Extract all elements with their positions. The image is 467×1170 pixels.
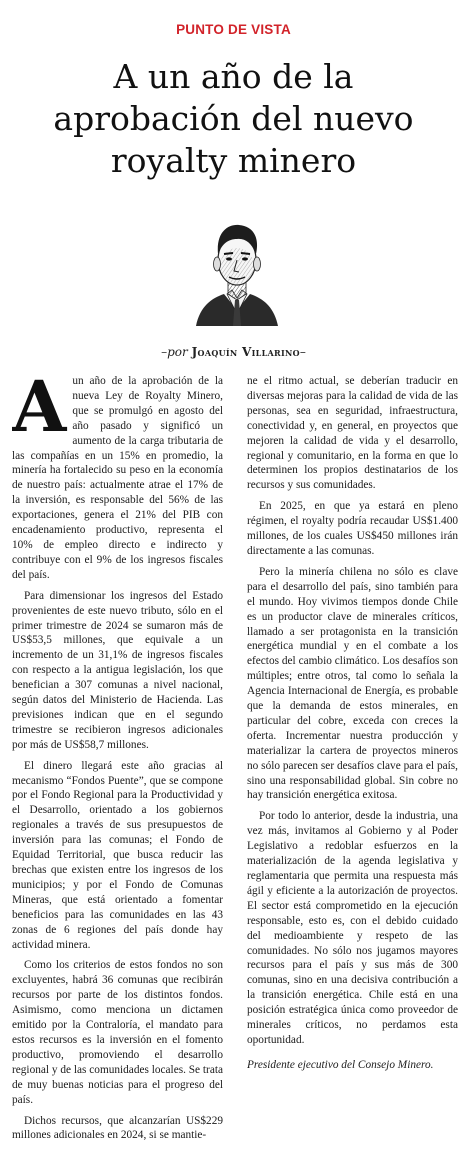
byline: [0, 345, 467, 359]
article-paragraph: Aun año de la aprobación de la nueva Ley de Royalty Minero, que se promulgó en agosto del año pasado y significó un aumento de la carga tributaria de las compañías en un 15% en promedio, la minería ha fortalecido su peso en la economía de nuestro país: actualmente atrae el 17% de la inversión, es responsable del 56% de las exportaciones, genera el 21% del PIB con encadenamiento productivo, representa el 10% de empleo directo e indirecto y contribuye con el 9% de los ingresos fiscales del país.: [12, 374, 223, 581]
article-paragraph: ne el ritmo actual, se deberían traducir en diversas mejoras para la calidad de vida de las personas, sea en seguridad, infraestructura, conectividad y, en general, en proyectos que mejoren la calidad de vida y el desarrollo, regional y comunitario, en la forma en que lo determinen los propios destinatarios de los recursos y sus comunidades.: [247, 375, 458, 492]
author-signature-line: Presidente ejecutivo del Consejo Minero.: [247, 1058, 434, 1071]
byline-suffix: –: [299, 345, 306, 359]
headline-line-1: A un año de la: [113, 57, 354, 96]
section-kicker: PUNTO DE VISTA: [176, 22, 291, 37]
byline-prefix: –por: [161, 345, 188, 359]
author-name: Joaquín Villarino: [191, 345, 300, 359]
article-column-right: [247, 374, 458, 1170]
drop-cap: A: [12, 374, 67, 448]
article-paragraph: Por todo lo anterior, desde la industria, una vez más, invitamos al Gobierno y al Poder Legislativo a redoblar esfuerzos en la materialización de la agenda legislativa y reglamentaria que permita una respuesta más ágil y eficiente a la autorización de proyectos. El sector está comprometido en la ejecución responsable, esto es, con el debido cuidado del medioambiente y respeto de las comunidades. No sólo nos jugamos mayores recursos para el país y sus más de 300 comunas, sino en una decisiva contribución a la transición energética. Chile está en una posición estratégica única como proveedor de minerales críticos, no perdamos esta oportunidad.: [247, 810, 458, 1046]
article-paragraph: El dinero llegará este año gracias al mecanismo “Fondos Puente”, que se compone por el Fondo Regional para la Productividad y el Desarrollo, orientado a los gobiernos regionales a través de sus presupuestos de inversión para las comunas; el Fondo de Equidad Territorial, que busca reducir las brechas que existen entre los ingresos de los municipios; y por el Fondo de Comunas Mineras, que está orientado a fomentar beneficios para las comunidades en las 43 zonas de 6 regiones del país donde hay actividad minera.: [12, 759, 223, 951]
headline-line-3: royalty minero: [110, 141, 357, 180]
article-column-left: [12, 374, 223, 1170]
article-paragraph: Dichos recursos, que alcanzarían US$229 millones adicionales en 2024, si se mantie-: [12, 1114, 223, 1142]
article-paragraph: Para dimensionar los ingresos del Estado provenientes de este nuevo tributo, sólo en el primer trimestre de 2024 se sumaron más de US$53,5 millones, que equivale a un incremento de un 31,1% de ingresos fiscales con respecto a la antigua legislación, los que benefician a 307 comunas a nivel nacional, según datos del Ministerio de Hacienda. Las previsiones indican que en el segundo trimestre se recibieron ingresos adicionales por más de US$58,7 millones.: [12, 589, 223, 751]
article-paragraph: Como los criterios de estos fondos no son excluyentes, habrá 36 comunas que recibirán recursos por parte de los distintos fondos. Asimismo, como menciona un dictamen emitido por la Contraloría, el mandato para estos recursos es la inversión en el fomento productivo, promoviendo el desarrollo regional y de las comunidades locales. Se trata de muy buenas noticias para el progreso del país.: [12, 959, 223, 1106]
headline: [10, 56, 457, 182]
headline-line-2: aprobación del nuevo: [53, 99, 414, 138]
author-portrait: [194, 214, 280, 326]
article-paragraph: Pero la minería chilena no sólo es clave para el desarrollo del país, sino también para el mundo. Hoy vivimos tiempos donde Chile es un productor clave de minerales críticos, llamado a ser protagonista en la transición energética mundial y en el combate a los efectos del cambio climático. Los desafíos son múltiples; entre otros, tal como lo señala la Agencia Internacional de Energía, es probable que la demanda de estos minerales, en particular del cobre, exceda con creces la oferta. Incrementar nuestra producción y materializar la cartera de proyectos mineros no sólo parecen ser desafíos clave para el país, sino una responsabilidad global. Sin cobre no hay transición energética exitosa.: [247, 565, 458, 802]
article-paragraph: En 2025, en que ya estará en pleno régimen, el royalty podría recaudar US$1.400 millones, de los cuales US$450 millones irán directamente a las comunas.: [247, 500, 458, 557]
